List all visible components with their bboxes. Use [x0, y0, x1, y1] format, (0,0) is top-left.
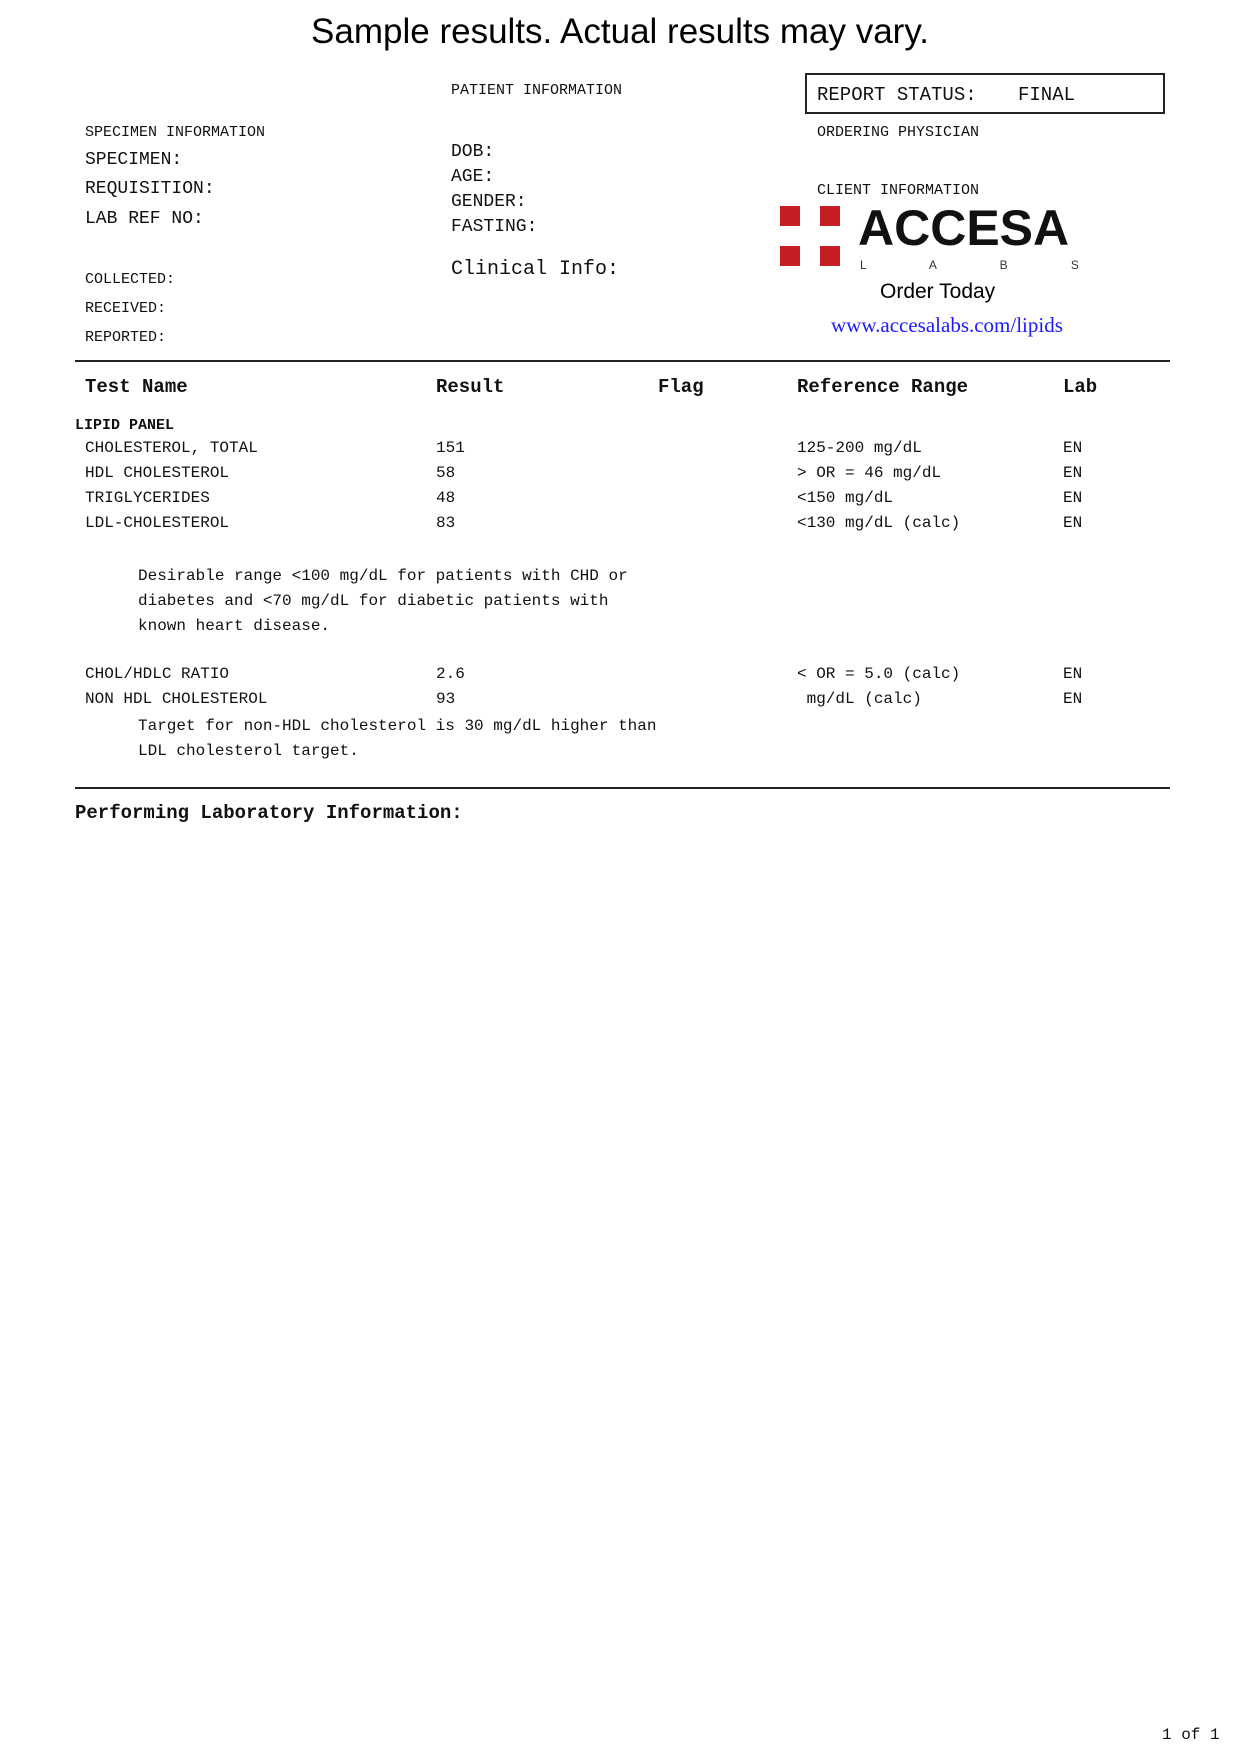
results-divider: [75, 787, 1170, 789]
row-hdl-range: > OR = 46 mg/dL: [797, 464, 942, 482]
row-non-hdl-range: mg/dL (calc): [797, 690, 922, 708]
dob-label: DOB:: [451, 142, 495, 162]
row-triglycerides-lab: EN: [1063, 489, 1083, 507]
row-chol-hdlc-ratio-result: 2.6: [436, 665, 465, 683]
fasting-label: FASTING:: [451, 217, 538, 237]
logo-square-4: [820, 246, 840, 266]
ordering-physician-heading: ORDERING PHYSICIAN: [817, 124, 980, 141]
row-ldl-lab: EN: [1063, 514, 1083, 532]
col-result: Result: [436, 376, 505, 398]
header-divider: [75, 360, 1170, 362]
specimen-label: SPECIMEN:: [85, 150, 183, 170]
accesa-labs-logo: [778, 200, 1109, 276]
lab-ref-label: LAB REF NO:: [85, 209, 204, 229]
nonhdl-note-line-2: LDL cholesterol target.: [138, 742, 359, 760]
specimen-info-heading: SPECIMEN INFORMATION: [85, 124, 266, 141]
logo-square-2: [820, 206, 840, 226]
logo-brand-text: ACCESA: [858, 200, 1070, 256]
age-label: AGE:: [451, 167, 495, 187]
row-non-hdl-lab: EN: [1063, 690, 1083, 708]
row-triglycerides-name: TRIGLYCERIDES: [85, 489, 210, 507]
row-cholesterol-total-range: 125-200 mg/dL: [797, 439, 922, 457]
ldl-note-line-1: Desirable range <100 mg/dL for patients with CHD or: [138, 567, 628, 585]
logo-square-1: [780, 206, 800, 226]
gender-label: GENDER:: [451, 192, 527, 212]
logo-sub-text: L A B S: [860, 258, 1109, 272]
col-lab: Lab: [1063, 376, 1098, 398]
logo-square-3: [780, 246, 800, 266]
row-ldl-result: 83: [436, 514, 456, 532]
row-cholesterol-total-name: CHOLESTEROL, TOTAL: [85, 439, 258, 457]
col-test-name: Test Name: [85, 376, 188, 398]
nonhdl-note-line-1: Target for non-HDL cholesterol is 30 mg/dL higher than: [138, 717, 657, 735]
reported-label: REPORTED:: [85, 329, 167, 346]
collected-label: COLLECTED:: [85, 271, 176, 288]
row-chol-hdlc-ratio-name: CHOL/HDLC RATIO: [85, 665, 230, 683]
row-non-hdl-name: NON HDL CHOLESTEROL: [85, 690, 268, 708]
row-cholesterol-total-result: 151: [436, 439, 465, 457]
report-status-value: FINAL: [1018, 84, 1076, 106]
report-status-label: REPORT STATUS:: [817, 84, 977, 106]
performing-lab-heading: Performing Laboratory Information:: [75, 802, 463, 824]
sample-banner: Sample results. Actual results may vary.: [311, 12, 929, 51]
ldl-note-line-2: diabetes and <70 mg/dL for diabetic patients with: [138, 592, 609, 610]
patient-info-heading: PATIENT INFORMATION: [451, 82, 623, 99]
requisition-label: REQUISITION:: [85, 179, 215, 199]
ldl-note-line-3: known heart disease.: [138, 617, 331, 635]
row-cholesterol-total-lab: EN: [1063, 439, 1083, 457]
clinical-info-label: Clinical Info:: [451, 258, 620, 281]
received-label: RECEIVED:: [85, 300, 167, 317]
row-chol-hdlc-ratio-range: < OR = 5.0 (calc): [797, 665, 961, 683]
order-today-text: Order Today: [880, 280, 996, 303]
panel-title: LIPID PANEL: [75, 417, 175, 434]
order-link[interactable]: www.accesalabs.com/lipids: [831, 313, 1063, 337]
page-number: 1 of 1: [1162, 1726, 1220, 1744]
row-triglycerides-result: 48: [436, 489, 456, 507]
col-reference-range: Reference Range: [797, 376, 969, 398]
row-ldl-name: LDL-CHOLESTEROL: [85, 514, 230, 532]
row-triglycerides-range: <150 mg/dL: [797, 489, 894, 507]
col-flag: Flag: [658, 376, 704, 398]
client-info-heading: CLIENT INFORMATION: [817, 182, 980, 199]
row-ldl-range: <130 mg/dL (calc): [797, 514, 961, 532]
row-hdl-result: 58: [436, 464, 456, 482]
row-hdl-name: HDL CHOLESTEROL: [85, 464, 230, 482]
row-non-hdl-result: 93: [436, 690, 456, 708]
row-chol-hdlc-ratio-lab: EN: [1063, 665, 1083, 683]
row-hdl-lab: EN: [1063, 464, 1083, 482]
